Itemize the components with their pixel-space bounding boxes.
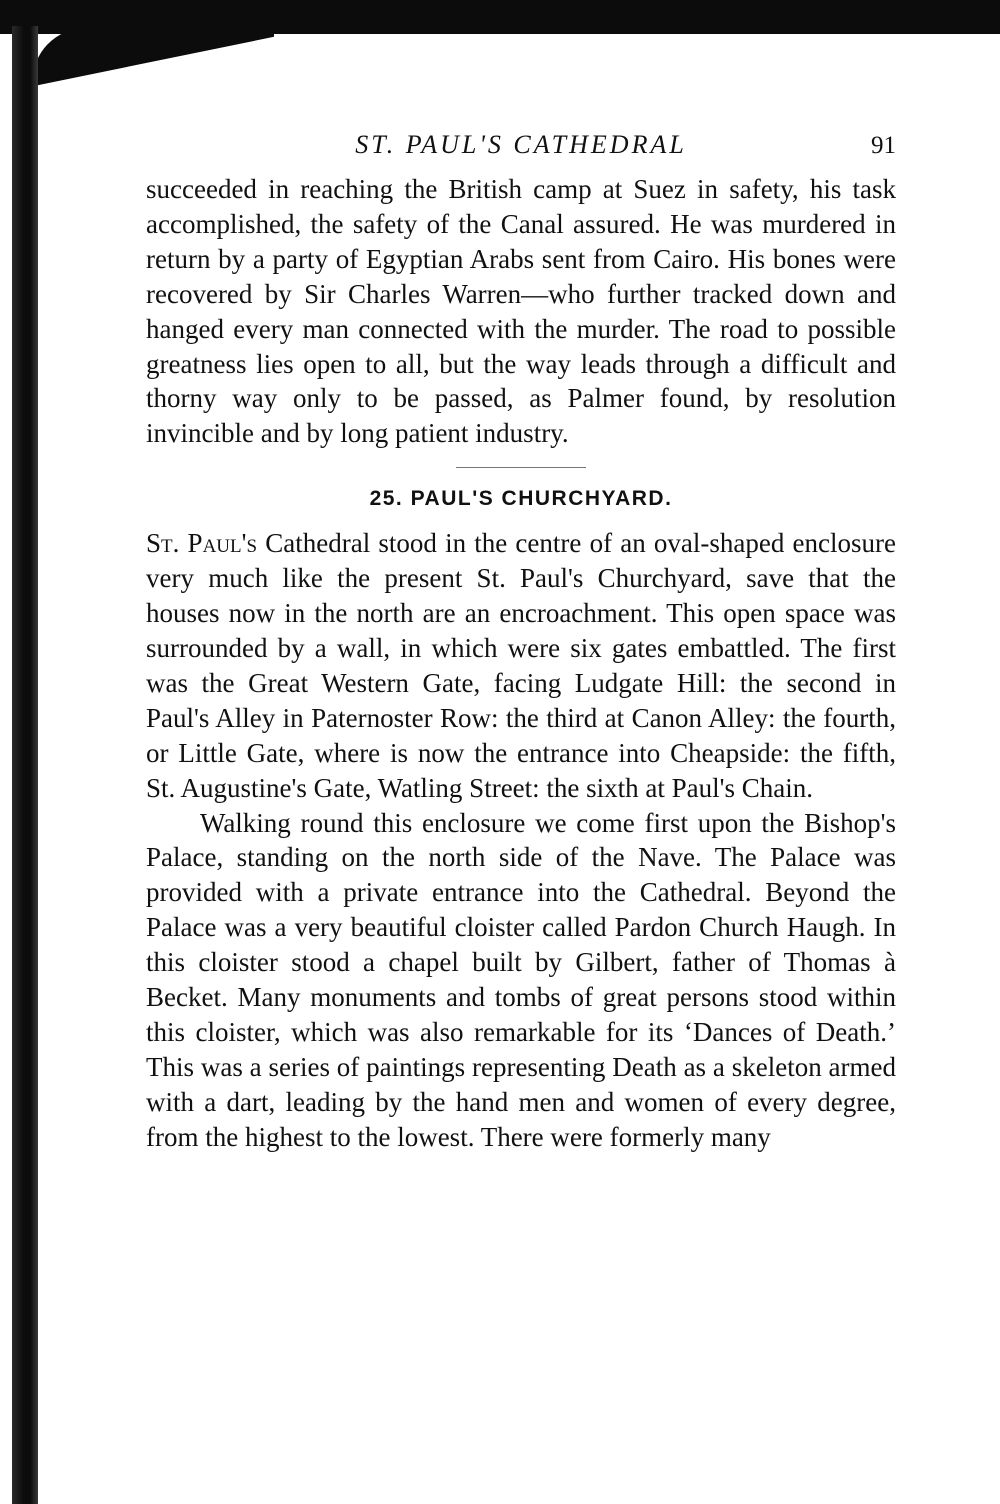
- paragraph-opening: succeeded in reaching the British camp at Suez in safety, his task accomplished, the safety of the Canal assured. He was murdered in return by a party of Egyptian Arabs sent from Cairo. His bones were recovered by Sir Charles Warren—who further tracked down and hanged every man connected with the murder. The road to possible greatness lies open to all, but the way leads through a difficult and thorny way only to be passed, as Palmer found, by resolution invincible and by long patient industry.: [146, 174, 896, 449]
- scan-page-curl: [34, 26, 274, 86]
- running-title: ST. PAUL'S CATHEDRAL: [355, 130, 687, 159]
- section-body: Cathedral stood in the centre of an oval-shaped enclosure very much like the present St. Paul's Churchyard, save that the houses now in the north are an encroachment. This open space was surrounded by a wall, in which were six gates embattled. The first was the Great Western Gate, facing Ludgate Hill: the second in Paul's Alley in Paternoster Row: the third at Canon Alley: the fourth, or Little Gate, where is now the entrance into Cheapside: the fifth, St. Augustine's Gate, Watling Street: the sixth at Paul's Chain.: [146, 528, 896, 803]
- section-lead-smallcaps: St. Paul's: [146, 528, 258, 559]
- scan-binding-edge: [12, 26, 38, 1504]
- paragraph-churchyard: [146, 526, 896, 805]
- section-divider: [456, 467, 586, 468]
- section-heading: 25. PAUL'S CHURCHYARD.: [369, 487, 673, 511]
- running-header: [146, 124, 896, 172]
- page-number: 91: [871, 132, 896, 159]
- book-page: [146, 124, 896, 1155]
- paragraph-walking: Walking round this enclosure we come first upon the Bishop's Palace, standing on the north side of the Nave. The Palace was provided with a private entrance into the Cathedral. Beyond the Palace was a very beautiful cloister called Pardon Church Haugh. In this cloister stood a chapel built by Gilbert, father of Thomas à Becket. Many monuments and tombs of great persons stood within this cloister, which was also remarkable for its ‘Dances of Death.’ This was a series of paintings representing Death as a skeleton armed with a dart, leading by the hand men and women of every degree, from the highest to the lowest. There were formerly many: [146, 807, 896, 1152]
